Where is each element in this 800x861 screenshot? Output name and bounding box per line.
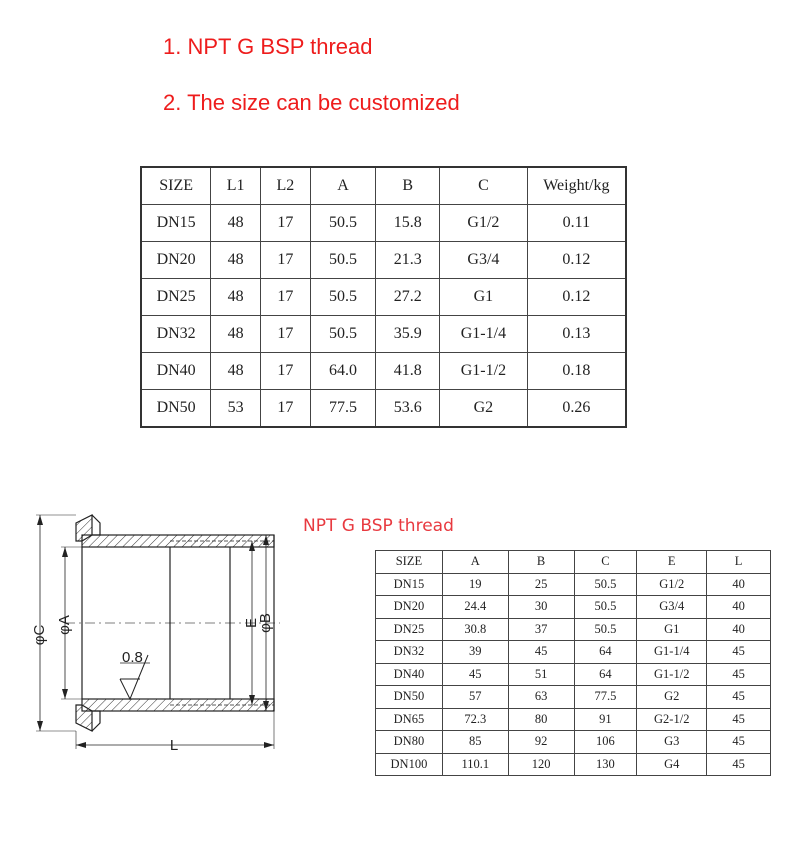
table-cell: 45 bbox=[707, 708, 771, 731]
table-cell: DN65 bbox=[376, 708, 443, 731]
table-cell: 27.2 bbox=[376, 279, 440, 316]
table-cell: 53.6 bbox=[376, 390, 440, 428]
table-cell: 85 bbox=[442, 731, 508, 754]
table-cell: 40 bbox=[707, 596, 771, 619]
dim-label-l: L bbox=[169, 737, 179, 754]
table-row bbox=[141, 279, 626, 316]
table-cell: 48 bbox=[211, 353, 261, 390]
table-cell: 0.18 bbox=[527, 353, 626, 390]
table-cell: 30.8 bbox=[442, 618, 508, 641]
table-cell: 24.4 bbox=[442, 596, 508, 619]
table-cell: 45 bbox=[707, 663, 771, 686]
table-row bbox=[376, 753, 771, 776]
table-cell: G1-1/4 bbox=[637, 641, 707, 664]
table-cell: G1/2 bbox=[637, 573, 707, 596]
table-cell: 50.5 bbox=[310, 205, 376, 242]
table-cell: G1 bbox=[637, 618, 707, 641]
table-header-row bbox=[141, 167, 626, 205]
table-cell: 91 bbox=[574, 708, 637, 731]
dim-label-a: φA bbox=[56, 615, 73, 635]
dim-label-e: E bbox=[243, 617, 260, 629]
table-header-cell: C bbox=[440, 167, 528, 205]
table-cell: 40 bbox=[707, 618, 771, 641]
table-cell: G1-1/4 bbox=[440, 316, 528, 353]
table-cell: 50.5 bbox=[574, 618, 637, 641]
table-cell: 17 bbox=[260, 242, 310, 279]
table-cell: 45 bbox=[707, 686, 771, 709]
table-cell: 130 bbox=[574, 753, 637, 776]
table-cell: 41.8 bbox=[376, 353, 440, 390]
table-cell: 48 bbox=[211, 205, 261, 242]
table-cell: DN15 bbox=[141, 205, 211, 242]
table-header-cell: L1 bbox=[211, 167, 261, 205]
table-cell: DN15 bbox=[376, 573, 443, 596]
table-header-cell: SIZE bbox=[141, 167, 211, 205]
table-cell: 25 bbox=[508, 573, 574, 596]
table-row bbox=[376, 708, 771, 731]
table-cell: DN80 bbox=[376, 731, 443, 754]
table-cell: 0.26 bbox=[527, 390, 626, 428]
table-cell: 64 bbox=[574, 663, 637, 686]
table-cell: 17 bbox=[260, 205, 310, 242]
table-cell: 63 bbox=[508, 686, 574, 709]
table-row bbox=[376, 663, 771, 686]
table-cell: 48 bbox=[211, 242, 261, 279]
table-cell: 57 bbox=[442, 686, 508, 709]
table-cell: DN32 bbox=[376, 641, 443, 664]
table-header-cell: SIZE bbox=[376, 551, 443, 574]
table-cell: DN20 bbox=[141, 242, 211, 279]
table-cell: G2 bbox=[440, 390, 528, 428]
dim-label-b: φB bbox=[257, 613, 274, 633]
table-cell: 17 bbox=[260, 390, 310, 428]
table-cell: G3 bbox=[637, 731, 707, 754]
table-cell: 0.11 bbox=[527, 205, 626, 242]
table-cell: 53 bbox=[211, 390, 261, 428]
table-row bbox=[141, 316, 626, 353]
table-cell: 17 bbox=[260, 279, 310, 316]
table-row bbox=[141, 205, 626, 242]
table-cell: DN20 bbox=[376, 596, 443, 619]
table-cell: DN25 bbox=[376, 618, 443, 641]
table-header-row bbox=[376, 551, 771, 574]
table-cell: G3/4 bbox=[440, 242, 528, 279]
table-cell: 50.5 bbox=[310, 279, 376, 316]
table-header-cell: A bbox=[310, 167, 376, 205]
table-row bbox=[376, 641, 771, 664]
table-cell: 40 bbox=[707, 573, 771, 596]
table-cell: G1 bbox=[440, 279, 528, 316]
table-row bbox=[376, 596, 771, 619]
table-cell: 45 bbox=[707, 753, 771, 776]
ferrule-cross-section-drawing bbox=[20, 505, 310, 765]
table-cell: 17 bbox=[260, 353, 310, 390]
table-cell: DN32 bbox=[141, 316, 211, 353]
table-cell: DN40 bbox=[141, 353, 211, 390]
roughness-label: 0.8 bbox=[122, 649, 143, 666]
table-row bbox=[376, 618, 771, 641]
table-row bbox=[376, 573, 771, 596]
table-cell: 50.5 bbox=[574, 596, 637, 619]
table-cell: 30 bbox=[508, 596, 574, 619]
table-cell: 51 bbox=[508, 663, 574, 686]
table-header-cell: E bbox=[637, 551, 707, 574]
table-cell: 72.3 bbox=[442, 708, 508, 731]
table-cell: 92 bbox=[508, 731, 574, 754]
dim-label-c: φC bbox=[31, 624, 48, 646]
table-cell: 50.5 bbox=[574, 573, 637, 596]
table-cell: 50.5 bbox=[310, 242, 376, 279]
table-cell: 77.5 bbox=[310, 390, 376, 428]
table-cell: 17 bbox=[260, 316, 310, 353]
thread-type-note: 1. NPT G BSP thread bbox=[163, 34, 373, 59]
table-cell: 45 bbox=[508, 641, 574, 664]
diagram-caption: NPT G BSP thread bbox=[303, 516, 454, 536]
table-cell: DN100 bbox=[376, 753, 443, 776]
table-cell: DN25 bbox=[141, 279, 211, 316]
table-header-cell: Weight/kg bbox=[527, 167, 626, 205]
table-cell: 45 bbox=[707, 731, 771, 754]
table-cell: 39 bbox=[442, 641, 508, 664]
table-header-cell: B bbox=[508, 551, 574, 574]
table-cell: DN40 bbox=[376, 663, 443, 686]
table-cell: G1/2 bbox=[440, 205, 528, 242]
table-header-cell: A bbox=[442, 551, 508, 574]
table-cell: 19 bbox=[442, 573, 508, 596]
table-cell: G2-1/2 bbox=[637, 708, 707, 731]
table-header-cell: B bbox=[376, 167, 440, 205]
table-cell: 77.5 bbox=[574, 686, 637, 709]
table-cell: 0.12 bbox=[527, 242, 626, 279]
table-row bbox=[376, 731, 771, 754]
dimension-table-top bbox=[140, 166, 627, 428]
table-row bbox=[141, 242, 626, 279]
table-cell: 37 bbox=[508, 618, 574, 641]
table-header-cell: C bbox=[574, 551, 637, 574]
table-cell: 64.0 bbox=[310, 353, 376, 390]
table-cell: 48 bbox=[211, 316, 261, 353]
table-row bbox=[141, 353, 626, 390]
table-cell: G4 bbox=[637, 753, 707, 776]
table-row bbox=[376, 686, 771, 709]
table-cell: 35.9 bbox=[376, 316, 440, 353]
table-cell: 21.3 bbox=[376, 242, 440, 279]
table-cell: 50.5 bbox=[310, 316, 376, 353]
table-header-cell: L bbox=[707, 551, 771, 574]
table-cell: 45 bbox=[707, 641, 771, 664]
table-cell: 45 bbox=[442, 663, 508, 686]
table-cell: G1-1/2 bbox=[440, 353, 528, 390]
table-cell: G1-1/2 bbox=[637, 663, 707, 686]
table-cell: G2 bbox=[637, 686, 707, 709]
table-cell: G3/4 bbox=[637, 596, 707, 619]
table-cell: 110.1 bbox=[442, 753, 508, 776]
table-cell: 0.12 bbox=[527, 279, 626, 316]
table-cell: 80 bbox=[508, 708, 574, 731]
table-cell: 64 bbox=[574, 641, 637, 664]
table-cell: 106 bbox=[574, 731, 637, 754]
table-cell: 48 bbox=[211, 279, 261, 316]
table-cell: 120 bbox=[508, 753, 574, 776]
table-row bbox=[141, 390, 626, 428]
customization-note: 2. The size can be customized bbox=[163, 90, 460, 115]
table-cell: 15.8 bbox=[376, 205, 440, 242]
table-header-cell: L2 bbox=[260, 167, 310, 205]
table-cell: DN50 bbox=[141, 390, 211, 428]
dimension-table-bottom bbox=[375, 550, 771, 776]
table-cell: 0.13 bbox=[527, 316, 626, 353]
table-cell: DN50 bbox=[376, 686, 443, 709]
